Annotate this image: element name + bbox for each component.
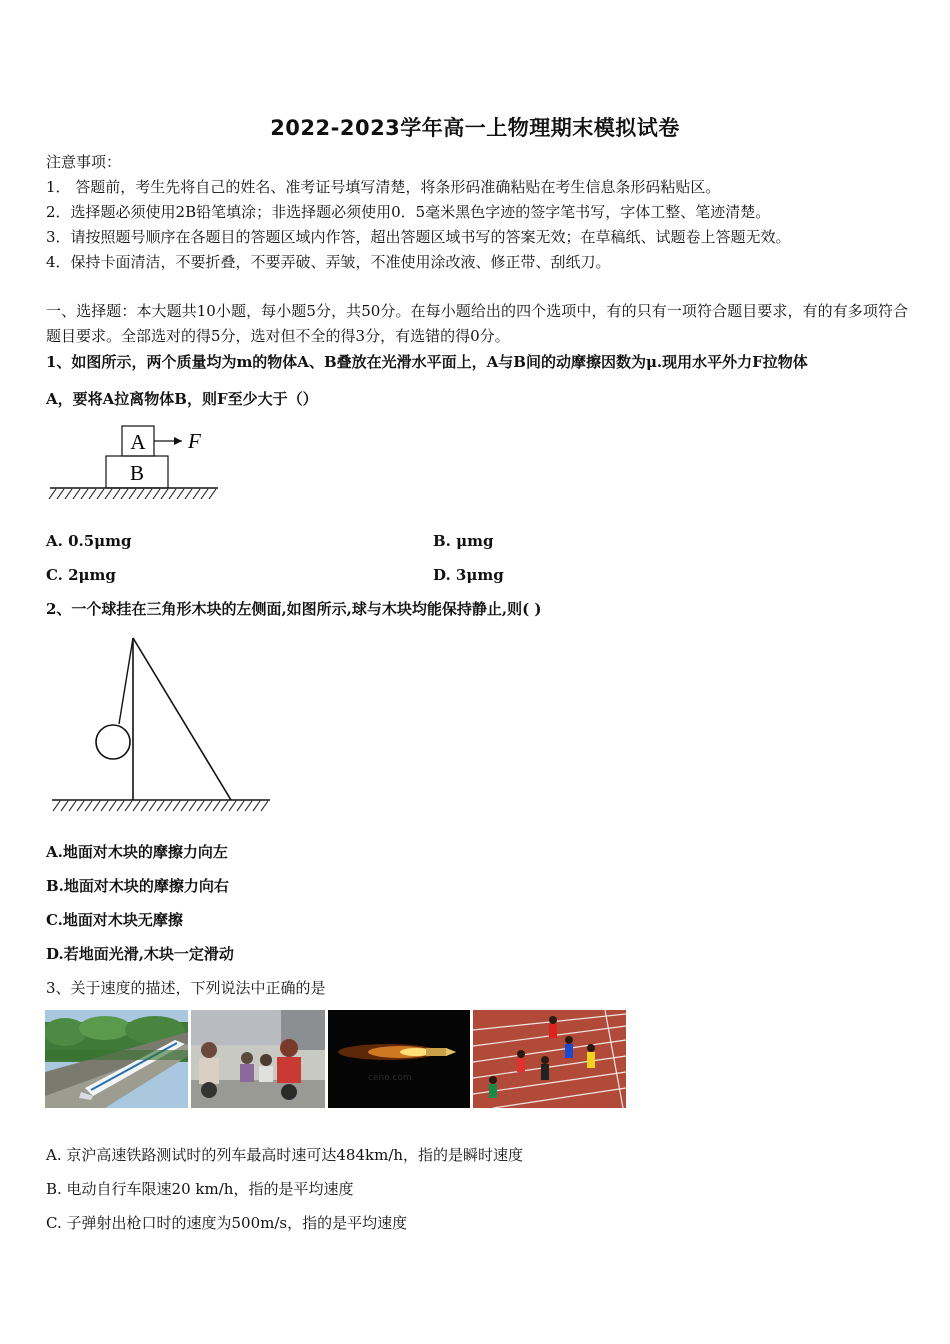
section-instructions: 一、选择题：本大题共10小题，每小题5分，共50分。在每小题给出的四个选项中，有的只有一项符合题目要求，有的有多项符合题目要求。全部选对的得5分，选对但不全的得3分，有选错的得0分。	[46, 302, 908, 345]
option-d: D. 3μmg	[433, 566, 504, 584]
block-b-label: B	[129, 461, 145, 485]
question-3-stem: 3、关于速度的描述，下列说法中正确的是	[46, 979, 326, 997]
option-b: B. 电动自行车限速20 km/h，指的是平均速度	[46, 1180, 354, 1198]
bullet-photo	[328, 1010, 470, 1108]
notice-item: 4．保持卡面清洁，不要折叠，不要弄破、弄皱，不准使用涂改液、修正带、刮纸刀。	[46, 253, 611, 271]
option-c: C. 子弹射出枪口时的速度为500m/s，指的是平均速度	[46, 1214, 408, 1232]
svg-text:ceno.com: ceno.com	[368, 1073, 412, 1083]
electric-bicycle-photo	[191, 1010, 325, 1108]
sprinters-photo	[473, 1010, 626, 1108]
option-a: A.地面对木块的摩擦力向左	[46, 843, 228, 861]
force-label: F	[188, 429, 201, 453]
option-c: C. 2μmg	[46, 566, 116, 584]
page-title: 2022-2023学年高一上物理期末模拟试卷	[270, 116, 680, 140]
option-a: A. 京沪高速铁路测试时的列车最高时速可达484km/h，指的是瞬时速度	[46, 1146, 524, 1164]
blocks-diagram	[46, 422, 226, 504]
question-2-stem: 2、一个球挂在三角形木块的左侧面,如图所示,球与木块均能保持静止,则( )	[46, 600, 542, 618]
block-a-label: A	[130, 430, 146, 454]
question-1-stem: 1、如图所示，两个质量均为m的物体A、B叠放在光滑水平面上，A与B间的动摩擦因数为μ.现用水平外力F拉物体	[46, 353, 808, 371]
option-d: D.若地面光滑,木块一定滑动	[46, 945, 234, 963]
option-a: A. 0.5μmg	[46, 532, 132, 550]
option-b: B.地面对木块的摩擦力向右	[46, 877, 229, 895]
option-c: C.地面对木块无摩擦	[46, 911, 183, 929]
notice-item: 1． 答题前，考生先将自己的姓名、准考证号填写清楚，将条形码准确粘贴在考生信息条形码粘贴区。	[46, 178, 721, 196]
high-speed-train-photo	[45, 1010, 188, 1108]
ball-wedge-diagram	[46, 632, 276, 814]
notice-heading: 注意事项：	[46, 153, 122, 171]
notice-item: 3．请按照题号顺序在各题目的答题区域内作答，超出答题区域书写的答案无效；在草稿纸、试题卷上答题无效。	[46, 228, 791, 246]
notice-item: 2．选择题必须使用2B铅笔填涂；非选择题必须使用0．5毫米黑色字迹的签字笔书写，字体工整、笔迹清楚。	[46, 203, 771, 221]
question-1-stem-cont: A，要将A拉离物体B，则F至少大于（）	[46, 390, 318, 408]
option-b: B. μmg	[433, 532, 494, 550]
